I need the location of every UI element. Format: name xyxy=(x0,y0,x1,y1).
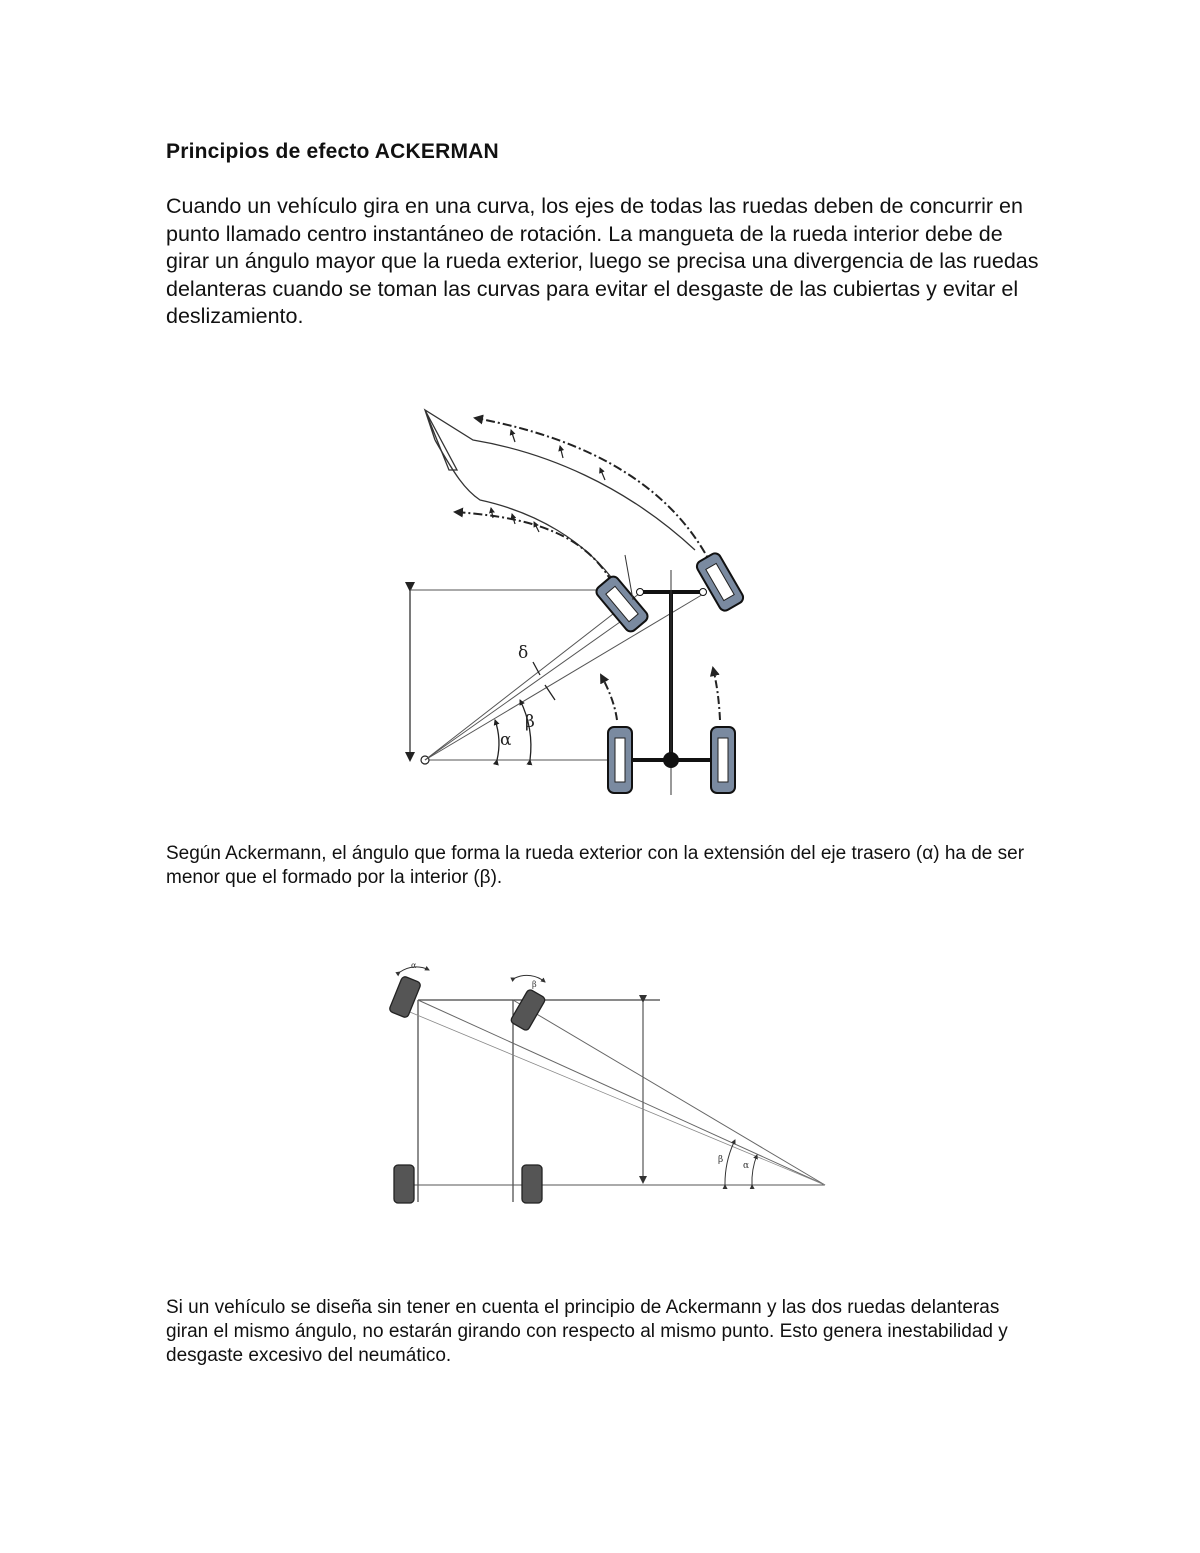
conclusion-paragraph: Si un vehículo se diseña sin tener en cuenta el principio de Ackermann y las dos ruedas delanteras giran el mismo ángulo, no estarán girando con respecto al mismo punto. Esto genera inestabilidad y desgaste excesivo del neumático. xyxy=(166,1297,1008,1366)
label-alpha-top: α xyxy=(411,961,417,970)
label-beta-top: β xyxy=(532,980,537,989)
label-delta: δ xyxy=(518,643,529,663)
front-left-wheel xyxy=(594,574,650,634)
rear-right-direction-arrow xyxy=(713,668,720,720)
label-beta-bottom: β xyxy=(718,1155,724,1165)
label-alpha: α xyxy=(500,730,512,750)
rear-left-direction-arrow xyxy=(601,675,617,720)
rear-right-wheel xyxy=(711,727,735,793)
ackermann-explanation-paragraph: Según Ackermann, el ángulo que forma la rueda exterior con la extensión del eje trasero (α) ha de ser menor que el formado por la interior (β). xyxy=(166,843,1025,888)
front-right-wheel-2 xyxy=(510,989,546,1032)
ackermann-diagram-2-svg xyxy=(385,950,835,1210)
ackermann-diagram-1 xyxy=(395,400,765,805)
inner-trajectory xyxy=(455,512,620,598)
outer-trajectory xyxy=(475,418,713,568)
intro-paragraph: Cuando un vehículo gira en una curva, los ejes de todas las ruedas deben de concurrir en punto llamado centro instantáneo de rotación. La mangueta de la rueda interior debe de girar un ángulo mayor que la rueda exterior, luego se precisa una divergencia de las ruedas delanteras cuando se toman las curvas para evitar el desgaste de las cubiertas y evitar el deslizamiento. xyxy=(166,194,1039,328)
document-title: Principios de efecto ACKERMAN xyxy=(166,140,499,163)
front-left-wheel-2 xyxy=(389,976,422,1019)
rear-right-wheel-2 xyxy=(522,1165,542,1203)
ackermann-diagram-2 xyxy=(385,950,835,1210)
turn-arrow-outline xyxy=(425,410,695,550)
rear-axle-center xyxy=(663,752,679,768)
label-alpha-bottom: α xyxy=(743,1161,750,1171)
rear-left-wheel xyxy=(608,727,632,793)
front-right-wheel xyxy=(695,551,746,612)
ackermann-diagram-1-svg xyxy=(395,400,765,805)
rear-left-wheel-2 xyxy=(394,1165,414,1203)
label-beta: β xyxy=(525,712,535,732)
